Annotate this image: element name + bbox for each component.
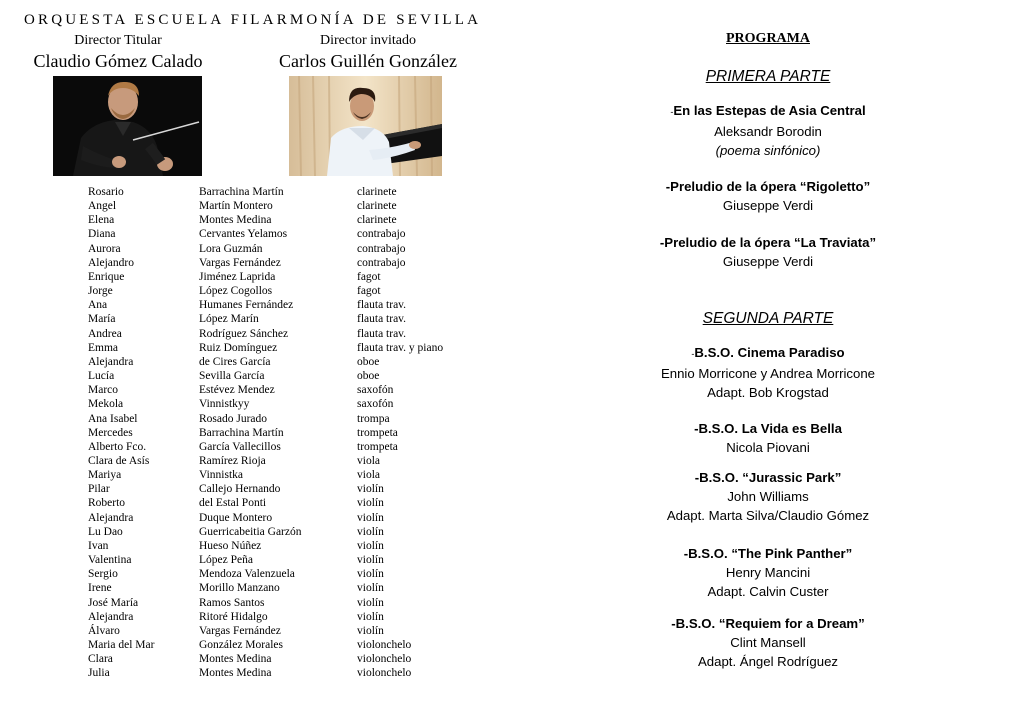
musician-first-name: Diana xyxy=(88,228,116,241)
musician-instrument: violín xyxy=(357,568,384,581)
musician-first-name: Angel xyxy=(88,200,117,213)
musician-last-name: Ritoré Hidalgo xyxy=(199,610,268,623)
musician-instrument: contrabajo xyxy=(357,228,406,241)
piece-composer: John Williams xyxy=(727,489,809,504)
orchestra-title-word: ESCUELA xyxy=(134,12,224,28)
orchestra-title-word: ORQUESTA xyxy=(24,12,128,28)
musician-instrument: flauta trav. y piano xyxy=(357,341,444,354)
musician-instrument: violín xyxy=(357,511,384,524)
musician-first-name: Irene xyxy=(88,582,112,595)
musician-first-name: Clara xyxy=(88,653,113,666)
roster-row xyxy=(88,624,467,638)
roster-row xyxy=(88,341,467,355)
musician-first-name: Pilar xyxy=(88,483,110,496)
musician-last-name: Barrachina Martín xyxy=(199,426,284,439)
musician-instrument: violín xyxy=(357,610,384,623)
roster-row xyxy=(88,397,467,411)
musician-last-name: Ramos Santos xyxy=(199,596,265,609)
roster-row xyxy=(88,426,467,440)
piece-title: B.S.O. Cinema Paradiso xyxy=(694,345,845,360)
program-piece xyxy=(512,614,1024,671)
musician-last-name: Vargas Fernández xyxy=(199,624,281,637)
musician-instrument: oboe xyxy=(357,370,380,383)
piece-adapt: Adapt. Bob Krogstad xyxy=(707,385,829,400)
part2-heading: SEGUNDA PARTE xyxy=(702,310,834,327)
musician-instrument: flauta trav. xyxy=(357,299,407,312)
musician-instrument: fagot xyxy=(357,270,381,283)
part1-heading: PRIMERA PARTE xyxy=(705,68,831,85)
pianist-photo-icon xyxy=(289,76,442,176)
piece-dash: - xyxy=(691,349,695,359)
musician-first-name: Alejandra xyxy=(88,511,134,524)
musician-first-name: Mekola xyxy=(88,398,124,411)
musician-last-name: Lora Guzmán xyxy=(199,242,263,255)
musician-last-name: Callejo Hernando xyxy=(199,483,281,496)
roster-row xyxy=(88,284,467,298)
roster-row xyxy=(88,383,467,397)
musician-first-name: Lu Dao xyxy=(88,525,123,538)
musician-last-name: Vinnistkyy xyxy=(199,398,250,411)
roster-row xyxy=(88,355,467,369)
musician-first-name: Valentina xyxy=(88,554,132,567)
musician-instrument: clarinete xyxy=(357,186,397,198)
piece-title: -B.S.O. “Jurassic Park” xyxy=(694,470,842,485)
roster-row xyxy=(88,412,467,426)
piece-title: En las Estepas de Asia Central xyxy=(673,103,866,118)
roster-row xyxy=(88,567,467,581)
musician-instrument: trompeta xyxy=(357,426,398,439)
musician-instrument: viola xyxy=(357,454,380,467)
musician-instrument: viola xyxy=(357,469,380,482)
musician-first-name: Alejandra xyxy=(88,610,134,623)
musician-last-name: de Cires García xyxy=(199,355,271,368)
program-piece xyxy=(512,544,1024,601)
orchestra-title-word: DE xyxy=(362,12,390,28)
right-page xyxy=(512,0,1024,709)
musician-first-name: Ana xyxy=(88,299,108,312)
program-piece xyxy=(512,419,1024,457)
musician-last-name: García Vallecillos xyxy=(199,440,281,453)
piece-composer: Henry Mancini xyxy=(725,565,811,580)
roster-row xyxy=(88,256,467,270)
roster-row xyxy=(88,511,467,525)
musician-first-name: Sergio xyxy=(88,568,118,581)
roster-row xyxy=(88,185,467,199)
musician-instrument: violín xyxy=(357,525,384,538)
piece-title: -Preludio de la ópera “La Traviata” xyxy=(659,235,877,250)
musician-first-name: Enrique xyxy=(88,270,125,283)
musician-last-name: Hueso Núñez xyxy=(199,539,262,552)
musician-last-name: López Cogollos xyxy=(199,285,273,298)
roster-row xyxy=(88,298,467,312)
musician-instrument: contrabajo xyxy=(357,256,406,269)
musician-last-name: López Marín xyxy=(199,313,259,326)
musician-first-name: Alejandra xyxy=(88,355,134,368)
piece-composer: Giuseppe Verdi xyxy=(722,254,814,269)
musician-last-name: Barrachina Martín xyxy=(199,186,284,198)
musician-first-name: Rosario xyxy=(88,186,124,198)
piece-title: -B.S.O. “Requiem for a Dream” xyxy=(671,616,865,631)
piece-composer: Ennio Morricone y Andrea Morricone xyxy=(660,366,876,381)
director-invitado-name: Carlos Guillén González xyxy=(279,51,457,71)
roster-row xyxy=(88,553,467,567)
musician-first-name: Ana Isabel xyxy=(88,412,138,425)
musician-first-name: Álvaro xyxy=(88,624,120,637)
musician-instrument: violín xyxy=(357,554,384,567)
musician-first-name: Aurora xyxy=(88,242,121,255)
roster-row xyxy=(88,213,467,227)
roster-row xyxy=(88,227,467,241)
musician-instrument: violín xyxy=(357,497,384,510)
musician-last-name: Martín Montero xyxy=(199,200,273,213)
roster-row xyxy=(88,525,467,539)
musician-roster xyxy=(88,185,467,680)
musician-first-name: Lucía xyxy=(88,370,115,383)
musician-last-name: Humanes Fernández xyxy=(199,299,294,312)
piece-title: -B.S.O. La Vida es Bella xyxy=(694,421,842,436)
piece-adapt: Adapt. Calvin Custer xyxy=(707,584,829,599)
director-titular xyxy=(20,32,216,72)
musician-first-name: Roberto xyxy=(88,497,126,510)
roster-row xyxy=(88,327,467,341)
director-titular-role: Director Titular xyxy=(74,33,162,48)
musician-instrument: saxofón xyxy=(357,398,394,411)
musician-last-name: Rosado Jurado xyxy=(199,412,268,425)
musician-last-name: Jiménez Laprida xyxy=(199,270,276,283)
director-invitado-role: Director invitado xyxy=(319,33,417,48)
roster-row xyxy=(88,440,467,454)
musician-instrument: violín xyxy=(357,582,384,595)
roster-row xyxy=(88,242,467,256)
musician-instrument: violín xyxy=(357,539,384,552)
musician-last-name: Vinnistka xyxy=(199,469,244,482)
musician-first-name: Andrea xyxy=(88,327,122,340)
musician-last-name: del Estal Ponti xyxy=(199,497,267,510)
musician-last-name: Montes Medina xyxy=(199,653,272,666)
piece-dash: - xyxy=(670,107,674,117)
orchestra-title-word: FILARMONÍA xyxy=(230,12,356,28)
musician-first-name: Alberto Fco. xyxy=(88,440,147,453)
musician-instrument: oboe xyxy=(357,355,380,368)
musician-last-name: Estévez Mendez xyxy=(199,384,275,397)
roster-row xyxy=(88,369,467,383)
program-piece xyxy=(512,343,1024,402)
musician-last-name: Montes Medina xyxy=(199,214,272,227)
conductor-photo xyxy=(53,76,202,176)
musician-instrument: violonchelo xyxy=(357,667,412,680)
musician-first-name: Mercedes xyxy=(88,426,133,439)
roster-row xyxy=(88,581,467,595)
musician-instrument: clarinete xyxy=(357,214,397,227)
musician-last-name: Ramírez Rioja xyxy=(199,454,266,467)
roster-row xyxy=(88,539,467,553)
musician-instrument: clarinete xyxy=(357,200,397,213)
musician-last-name: Mendoza Valenzuela xyxy=(199,568,295,581)
musician-last-name: Vargas Fernández xyxy=(199,256,281,269)
orchestra-title-word: SEVILLA xyxy=(396,12,482,28)
roster-row xyxy=(88,270,467,284)
roster-row xyxy=(88,666,467,680)
program-piece xyxy=(512,468,1024,525)
programa-heading: PROGRAMA xyxy=(726,31,810,46)
musician-instrument: violín xyxy=(357,624,384,637)
program-piece xyxy=(512,101,1024,160)
musician-first-name: Emma xyxy=(88,341,119,354)
musician-first-name: Alejandro xyxy=(88,256,134,269)
orchestra-title xyxy=(24,12,494,29)
piece-composer: Nicola Piovani xyxy=(726,440,810,455)
piece-note: (poema sinfónico) xyxy=(715,143,821,158)
musician-first-name: Julia xyxy=(88,667,110,680)
roster-row xyxy=(88,312,467,326)
musician-first-name: Marco xyxy=(88,384,119,397)
musician-instrument: fagot xyxy=(357,285,381,298)
musician-instrument: flauta trav. xyxy=(357,313,407,326)
piece-adapt: Adapt. Ángel Rodríguez xyxy=(697,654,839,669)
musician-first-name: Maria del Mar xyxy=(88,639,155,651)
musician-first-name: Clara de Asís xyxy=(88,454,150,467)
musician-last-name: Sevilla García xyxy=(199,370,265,383)
piece-composer: Aleksandr Borodin xyxy=(714,124,822,139)
roster-row xyxy=(88,652,467,666)
musician-last-name: Cervantes Yelamos xyxy=(199,228,288,241)
roster-row xyxy=(88,596,467,610)
roster-row xyxy=(88,638,467,652)
musician-instrument: trompa xyxy=(357,412,390,425)
roster-row xyxy=(88,482,467,496)
musician-first-name: Ivan xyxy=(88,539,109,552)
piece-title: -B.S.O. “The Pink Panther” xyxy=(683,546,853,561)
musician-first-name: Jorge xyxy=(88,285,113,298)
roster-row xyxy=(88,454,467,468)
director-invitado xyxy=(268,32,468,72)
musician-instrument: saxofón xyxy=(357,384,394,397)
musician-instrument: violín xyxy=(357,483,384,496)
musician-last-name: Guerricabeitia Garzón xyxy=(199,525,302,538)
program-piece xyxy=(512,233,1024,271)
pianist-photo xyxy=(289,76,442,176)
musician-last-name: González Morales xyxy=(199,639,283,651)
piece-composer: Clint Mansell xyxy=(730,635,806,650)
musician-last-name: Montes Medina xyxy=(199,667,272,680)
piece-composer: Giuseppe Verdi xyxy=(722,198,814,213)
musician-last-name: López Peña xyxy=(199,554,253,567)
piece-title: -Preludio de la ópera “Rigoletto” xyxy=(665,179,871,194)
musician-last-name: Duque Montero xyxy=(199,511,273,524)
musician-instrument: trompeta xyxy=(357,440,398,453)
roster-row xyxy=(88,199,467,213)
musician-last-name: Ruiz Domínguez xyxy=(199,341,278,354)
musician-instrument: violín xyxy=(357,596,384,609)
musician-instrument: violonchelo xyxy=(357,639,412,651)
conductor-photo-icon xyxy=(53,76,202,176)
roster-row xyxy=(88,496,467,510)
piece-adapt: Adapt. Marta Silva/Claudio Gómez xyxy=(666,508,870,523)
musician-first-name: María xyxy=(88,313,116,326)
musician-instrument: flauta trav. xyxy=(357,327,407,340)
director-titular-name: Claudio Gómez Calado xyxy=(33,51,203,71)
musician-instrument: contrabajo xyxy=(357,242,406,255)
musician-first-name: Elena xyxy=(88,214,115,227)
musician-instrument: violonchelo xyxy=(357,653,412,666)
roster-row xyxy=(88,610,467,624)
musician-first-name: José María xyxy=(88,596,139,609)
musician-first-name: Mariya xyxy=(88,469,122,482)
program-piece xyxy=(512,177,1024,215)
musician-last-name: Rodríguez Sánchez xyxy=(199,327,289,340)
roster-row xyxy=(88,468,467,482)
musician-last-name: Morillo Manzano xyxy=(199,582,280,595)
